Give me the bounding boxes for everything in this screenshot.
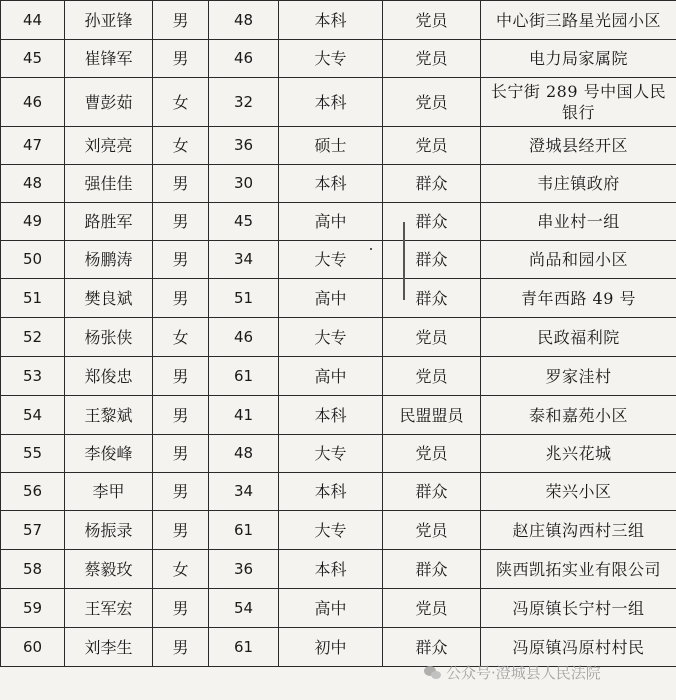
cell-name: 刘李生	[65, 628, 153, 667]
cell-no: 45	[1, 40, 65, 78]
cell-age: 34	[209, 241, 279, 279]
cell-education: 本科	[279, 78, 383, 127]
cell-age: 36	[209, 127, 279, 165]
cell-party: 群众	[383, 550, 481, 589]
cell-name: 李俊峰	[65, 435, 153, 473]
cell-address: 青年西路 49 号	[481, 279, 676, 318]
cell-no: 56	[1, 473, 65, 511]
cell-address: 荣兴小区	[481, 473, 676, 511]
cell-gender: 男	[153, 279, 209, 318]
cell-age: 54	[209, 589, 279, 628]
cell-education: 大专	[279, 435, 383, 473]
cell-party: 党员	[383, 40, 481, 78]
cell-age: 34	[209, 473, 279, 511]
cell-address: 长宁街 289 号中国人民银行	[481, 78, 676, 127]
table-row	[1, 589, 676, 628]
cell-gender: 男	[153, 628, 209, 667]
cell-education: 大专	[279, 511, 383, 550]
table-body	[1, 1, 676, 667]
table-row	[1, 357, 676, 396]
table-row	[1, 511, 676, 550]
cell-no: 53	[1, 357, 65, 396]
cell-name: 路胜军	[65, 203, 153, 241]
cell-age: 48	[209, 435, 279, 473]
cell-gender: 男	[153, 357, 209, 396]
cell-gender: 女	[153, 550, 209, 589]
cell-education: 本科	[279, 396, 383, 435]
cell-gender: 女	[153, 78, 209, 127]
cell-education: 高中	[279, 279, 383, 318]
table-row	[1, 628, 676, 667]
pen-dot	[370, 248, 372, 250]
table-row	[1, 127, 676, 165]
table-row	[1, 279, 676, 318]
cell-address: 民政福利院	[481, 318, 676, 357]
table-row	[1, 165, 676, 203]
cell-gender: 男	[153, 1, 209, 40]
table-row	[1, 203, 676, 241]
cell-address: 串业村一组	[481, 203, 676, 241]
cell-no: 55	[1, 435, 65, 473]
table-row	[1, 318, 676, 357]
table-row	[1, 1, 676, 40]
cell-age: 46	[209, 40, 279, 78]
cell-party: 群众	[383, 241, 481, 279]
cell-age: 51	[209, 279, 279, 318]
cell-party: 群众	[383, 473, 481, 511]
cell-party: 党员	[383, 511, 481, 550]
table-row	[1, 473, 676, 511]
cell-education: 高中	[279, 357, 383, 396]
cell-name: 蔡毅玫	[65, 550, 153, 589]
cell-gender: 女	[153, 318, 209, 357]
wechat-icon	[424, 666, 442, 680]
cell-party: 群众	[383, 628, 481, 667]
cell-no: 54	[1, 396, 65, 435]
cell-address: 赵庄镇沟西村三组	[481, 511, 676, 550]
cell-name: 郑俊忠	[65, 357, 153, 396]
cell-name: 李甲	[65, 473, 153, 511]
cell-age: 61	[209, 628, 279, 667]
table-row	[1, 550, 676, 589]
cell-name: 杨鹏涛	[65, 241, 153, 279]
cell-no: 52	[1, 318, 65, 357]
cell-party: 党员	[383, 127, 481, 165]
cell-address: 尚品和园小区	[481, 241, 676, 279]
cell-no: 59	[1, 589, 65, 628]
cell-age: 30	[209, 165, 279, 203]
cell-education: 高中	[279, 589, 383, 628]
cell-party: 党员	[383, 357, 481, 396]
cell-name: 樊良斌	[65, 279, 153, 318]
cell-education: 高中	[279, 203, 383, 241]
cell-party: 党员	[383, 78, 481, 127]
cell-name: 刘亮亮	[65, 127, 153, 165]
cell-address: 罗家洼村	[481, 357, 676, 396]
cell-no: 50	[1, 241, 65, 279]
table-row	[1, 40, 676, 78]
cell-no: 57	[1, 511, 65, 550]
cell-name: 王军宏	[65, 589, 153, 628]
cell-address: 冯原镇长宁村一组	[481, 589, 676, 628]
cell-no: 49	[1, 203, 65, 241]
cell-age: 46	[209, 318, 279, 357]
cell-name: 杨振录	[65, 511, 153, 550]
cell-gender: 男	[153, 241, 209, 279]
watermark	[424, 662, 601, 683]
cell-address: 泰和嘉苑小区	[481, 396, 676, 435]
cell-education: 硕士	[279, 127, 383, 165]
cell-gender: 男	[153, 473, 209, 511]
cell-education: 大专	[279, 40, 383, 78]
cell-address: 中心街三路星光园小区	[481, 1, 676, 40]
cell-gender: 男	[153, 396, 209, 435]
cell-no: 48	[1, 165, 65, 203]
cell-no: 60	[1, 628, 65, 667]
cell-age: 61	[209, 357, 279, 396]
cell-party: 群众	[383, 279, 481, 318]
cell-age: 36	[209, 550, 279, 589]
cell-education: 初中	[279, 628, 383, 667]
cell-address: 冯原镇冯原村村民	[481, 628, 676, 667]
cell-name: 杨张侠	[65, 318, 153, 357]
cell-address: 韦庄镇政府	[481, 165, 676, 203]
cell-address: 兆兴花城	[481, 435, 676, 473]
cell-party: 党员	[383, 435, 481, 473]
cell-age: 45	[209, 203, 279, 241]
cell-no: 47	[1, 127, 65, 165]
table-row	[1, 78, 676, 127]
cell-age: 48	[209, 1, 279, 40]
cell-education: 本科	[279, 165, 383, 203]
table-row	[1, 241, 676, 279]
cell-gender: 男	[153, 435, 209, 473]
cell-no: 51	[1, 279, 65, 318]
cell-name: 崔锋军	[65, 40, 153, 78]
cell-party: 群众	[383, 203, 481, 241]
pen-stroke	[403, 222, 405, 300]
cell-address: 澄城县经开区	[481, 127, 676, 165]
cell-age: 61	[209, 511, 279, 550]
cell-no: 58	[1, 550, 65, 589]
cell-name: 强佳佳	[65, 165, 153, 203]
table-row	[1, 435, 676, 473]
cell-gender: 男	[153, 40, 209, 78]
cell-gender: 女	[153, 127, 209, 165]
cell-party: 党员	[383, 1, 481, 40]
cell-no: 44	[1, 1, 65, 40]
cell-gender: 男	[153, 511, 209, 550]
table-row	[1, 396, 676, 435]
cell-party: 民盟盟员	[383, 396, 481, 435]
watermark-text: 公众号·澄城县人民法院	[446, 664, 601, 682]
cell-education: 本科	[279, 1, 383, 40]
cell-address: 电力局家属院	[481, 40, 676, 78]
cell-party: 群众	[383, 165, 481, 203]
cell-education: 大专	[279, 318, 383, 357]
cell-gender: 男	[153, 203, 209, 241]
cell-party: 党员	[383, 318, 481, 357]
cell-education: 大专	[279, 241, 383, 279]
cell-name: 曹彭茹	[65, 78, 153, 127]
cell-party: 党员	[383, 589, 481, 628]
cell-gender: 男	[153, 589, 209, 628]
cell-education: 本科	[279, 550, 383, 589]
cell-name: 孙亚锋	[65, 1, 153, 40]
cell-education: 本科	[279, 473, 383, 511]
cell-address: 陕西凯拓实业有限公司	[481, 550, 676, 589]
cell-age: 32	[209, 78, 279, 127]
cell-no: 46	[1, 78, 65, 127]
cell-age: 41	[209, 396, 279, 435]
cell-name: 王黎斌	[65, 396, 153, 435]
cell-gender: 男	[153, 165, 209, 203]
